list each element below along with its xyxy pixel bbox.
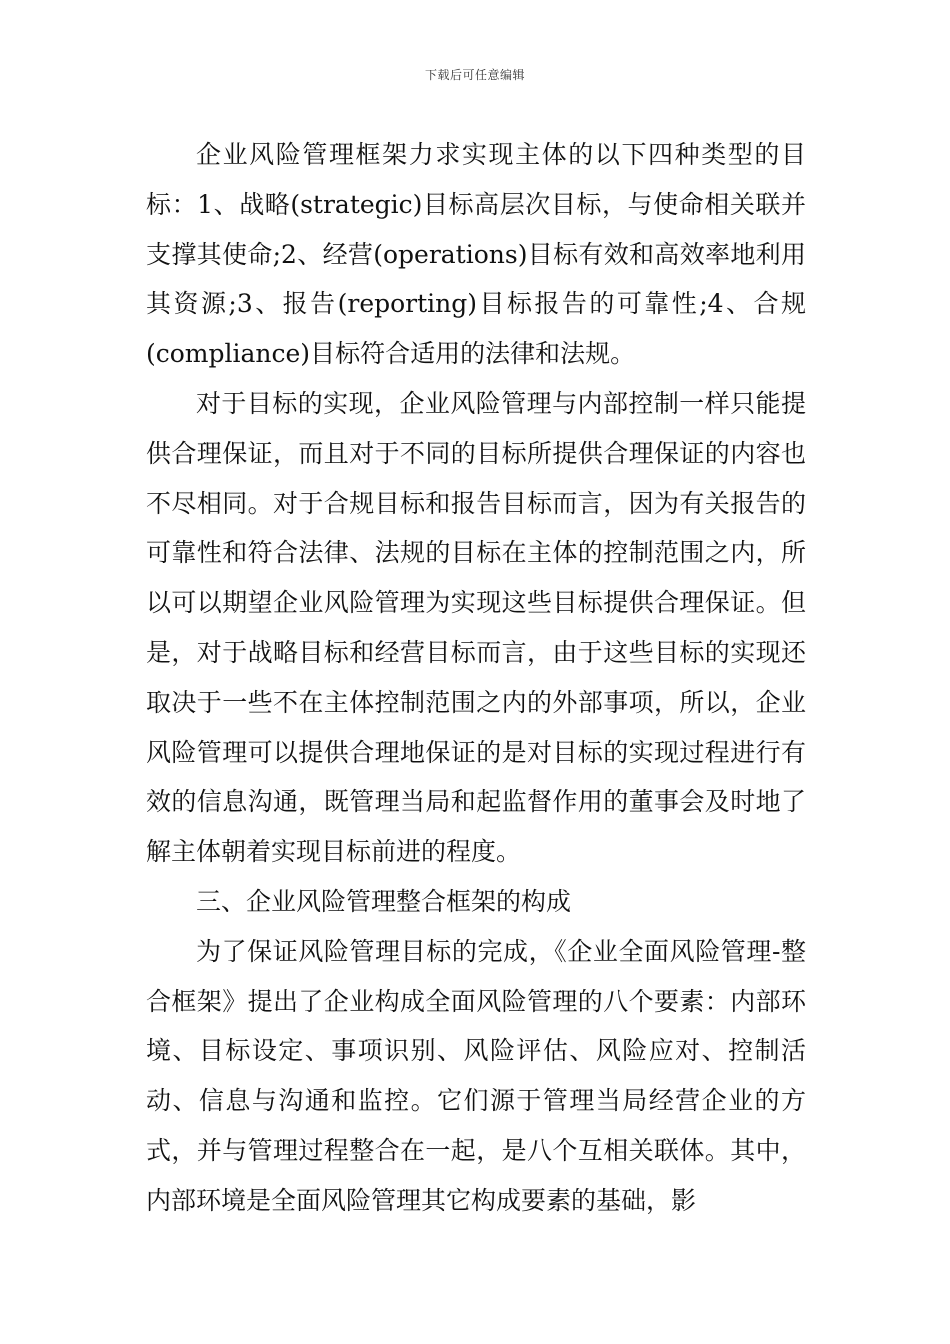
paragraph-reasonable-assurance: 对于目标的实现，企业风险管理与内部控制一样只能提供合理保证，而且对于不同的目标所提供合理保证的内容也不尽相同。对于合规目标和报告目标而言，因为有关报告的可靠性和符合法律、法规的目标在主体的控制范围之内，所以可以期望企业风险管理为实现这些目标提供合理保证。但是，对于战略目标和经营目标而言，由于这些目标的实现还取决于一些不在主体控制范围之内的外部事项，所以，企业风险管理可以提供合理地保证的是对目标的实现过程进行有效的信息沟通，既管理当局和起监督作用的董事会及时地了解主体朝着实现目标前进的程度。 xyxy=(146,388,806,867)
header-note: 下载后可任意编辑 xyxy=(424,68,525,82)
document-body xyxy=(146,130,806,1226)
section-heading: 三、企业风险管理整合框架的构成 xyxy=(196,886,572,916)
paragraph-objectives: 企业风险管理框架力求实现主体的以下四种类型的目标：1、战略(strategic)目标高层次目标，与使命相关联并支撑其使命;2、经营(operations)目标有效和高效率地利用其资源;3、报告(reporting)目标报告的可靠性;4、合规(compliance)目标符合适用的法律和法规。 xyxy=(146,140,806,369)
paragraph-eight-elements: 为了保证风险管理目标的完成，《企业全面风险管理-整合框架》提出了企业构成全面风险管理的八个要素：内部环境、目标设定、事项识别、风险评估、风险应对、控制活动、信息与沟通和监控。它们源于管理当局经营企业的方式，并与管理过程整合在一起，是八个互相关联体。其中，内部环境是全面风险管理其它构成要素的基础，影 xyxy=(146,936,806,1215)
